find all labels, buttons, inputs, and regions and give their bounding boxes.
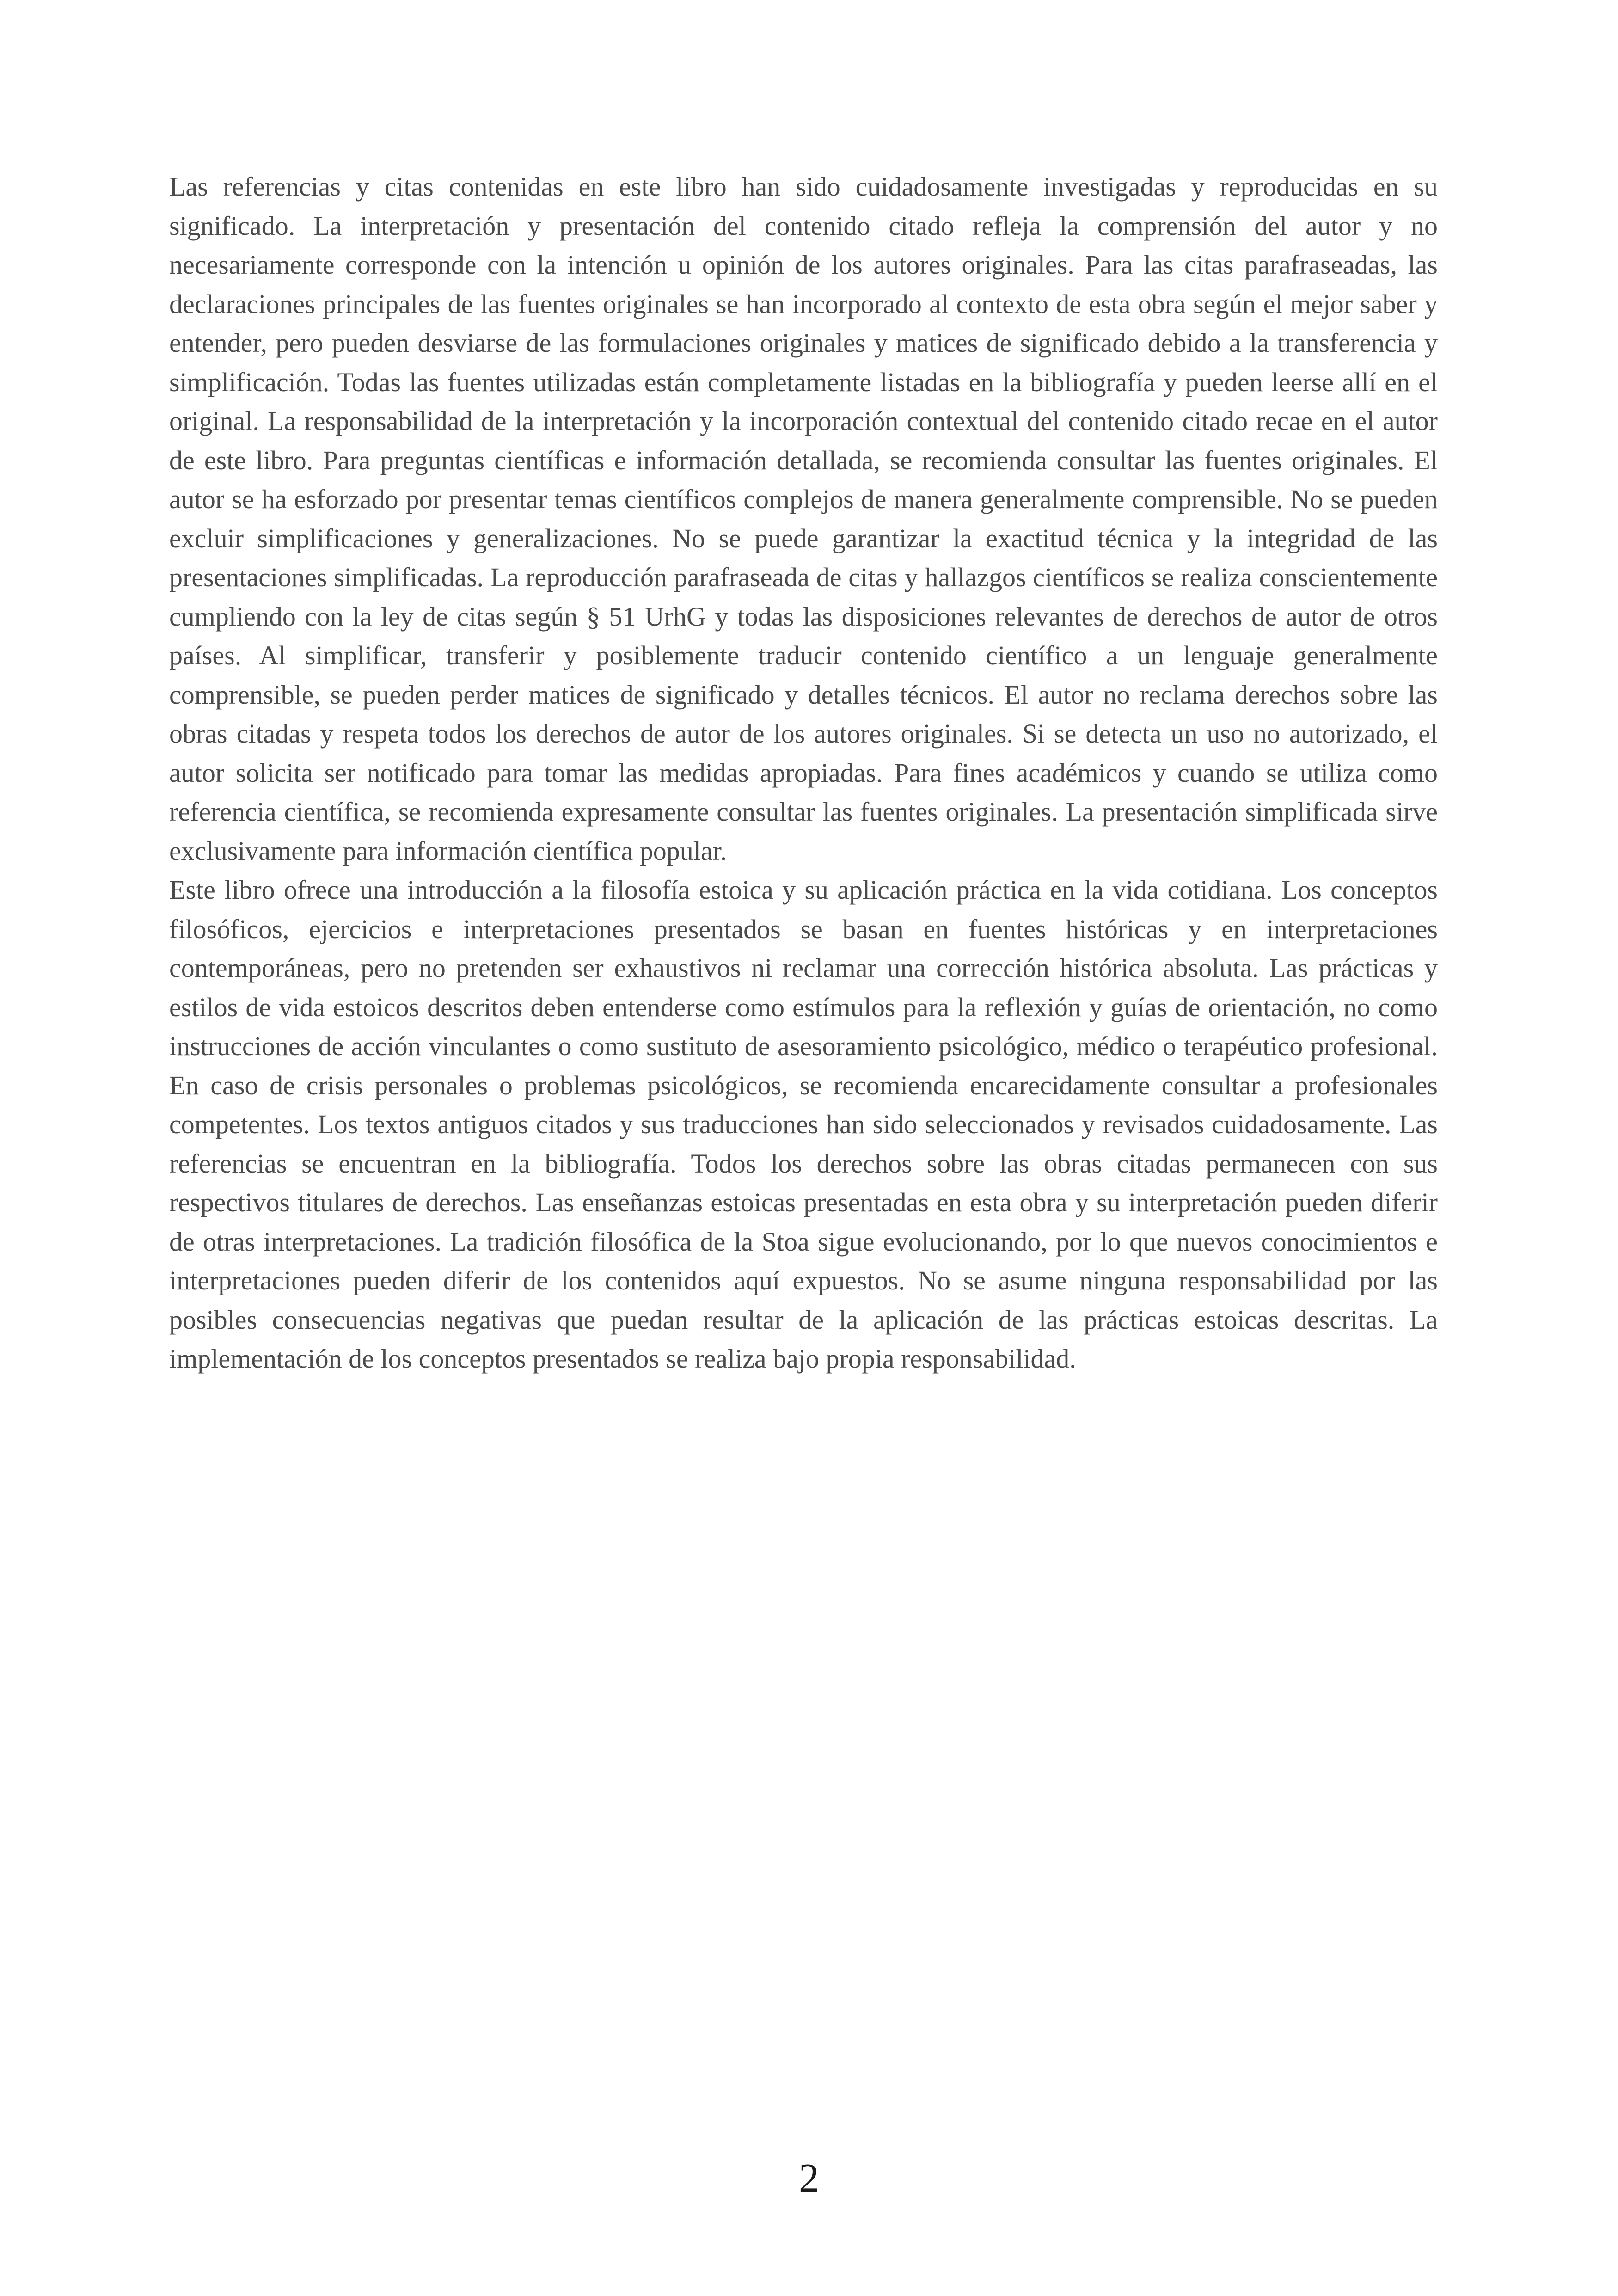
paragraph-citations-disclaimer: Las referencias y citas contenidas en este libro han sido cuidadosamente investigadas y reproducidas en su significado. La interpretación y presentación del contenido citado refleja la comprensión del autor y no necesariamente corresponde con la intención u opinión de los autores originales. Para las citas parafraseadas, las declaraciones principales de las fuentes originales se han incorporado al contexto de esta obra según el mejor saber y entender, pero pueden desviarse de las formulaciones originales y matices de significado debido a la transferencia y simplificación. Todas las fuentes utilizadas están completamente listadas en la bibliografía y pueden leerse allí en el original. La responsabilidad de la interpretación y la incorporación contextual del contenido citado recae en el autor de este libro. Para preguntas científicas e información detallada, se recomienda consultar las fuentes originales. El autor se ha esforzado por presentar temas científicos complejos de manera generalmente comprensible. No se pueden excluir simplificaciones y generalizaciones. No se puede garantizar la exactitud técnica y la integridad de las presentaciones simplificadas. La reproducción parafraseada de citas y hallazgos científicos se realiza conscientemente cumpliendo con la ley de citas según § 51 UrhG y todas las disposiciones relevantes de derechos de autor de otros países. Al simplificar, transferir y posiblemente traducir contenido científico a un lenguaje generalmente comprensible, se pueden perder matices de significado y detalles técnicos. El autor no reclama derechos sobre las obras citadas y respeta todos los derechos de autor de los autores originales. Si se detecta un uso no autorizado, el autor solicita ser notificado para tomar las medidas apropiadas. Para fines académicos y cuando se utiliza como referencia científica, se recomienda expresamente consultar las fuentes originales. La presentación simplificada sirve exclusivamente para información científica popular. [169,172,1438,866]
page-number: 2 [799,2156,819,2201]
body-text [169,167,1438,1379]
paragraph-stoic-disclaimer: Este libro ofrece una introducción a la filosofía estoica y su aplicación práctica en la vida cotidiana. Los conceptos filosóficos, ejercicios e interpretaciones presentados se basan en fuentes históricas y en interpretaciones contemporáneas, pero no pretenden ser exhaustivos ni reclamar una corrección histórica absoluta. Las prácticas y estilos de vida estoicos descritos deben entenderse como estímulos para la reflexión y guías de orientación, no como instrucciones de acción vinculantes o como sustituto de asesoramiento psicológico, médico o terapéutico profesional. En caso de crisis personales o problemas psicológicos, se recomienda encarecidamente consultar a profesionales competentes. Los textos antiguos citados y sus traducciones han sido seleccionados y revisados cuidadosamente. Las referencias se encuentran en la bibliografía. Todos los derechos sobre las obras citadas permanecen con sus respectivos titulares de derechos. Las enseñanzas estoicas presentadas en esta obra y su interpretación pueden diferir de otras interpretaciones. La tradición filosófica de la Stoa sigue evolucionando, por lo que nuevos conocimientos e interpretaciones pueden diferir de los contenidos aquí expuestos. No se asume ninguna responsabilidad por las posibles consecuencias negativas que puedan resultar de la aplicación de las prácticas estoicas descritas. La implementación de los conceptos presentados se realiza bajo propia responsabilidad. [169,875,1438,1374]
